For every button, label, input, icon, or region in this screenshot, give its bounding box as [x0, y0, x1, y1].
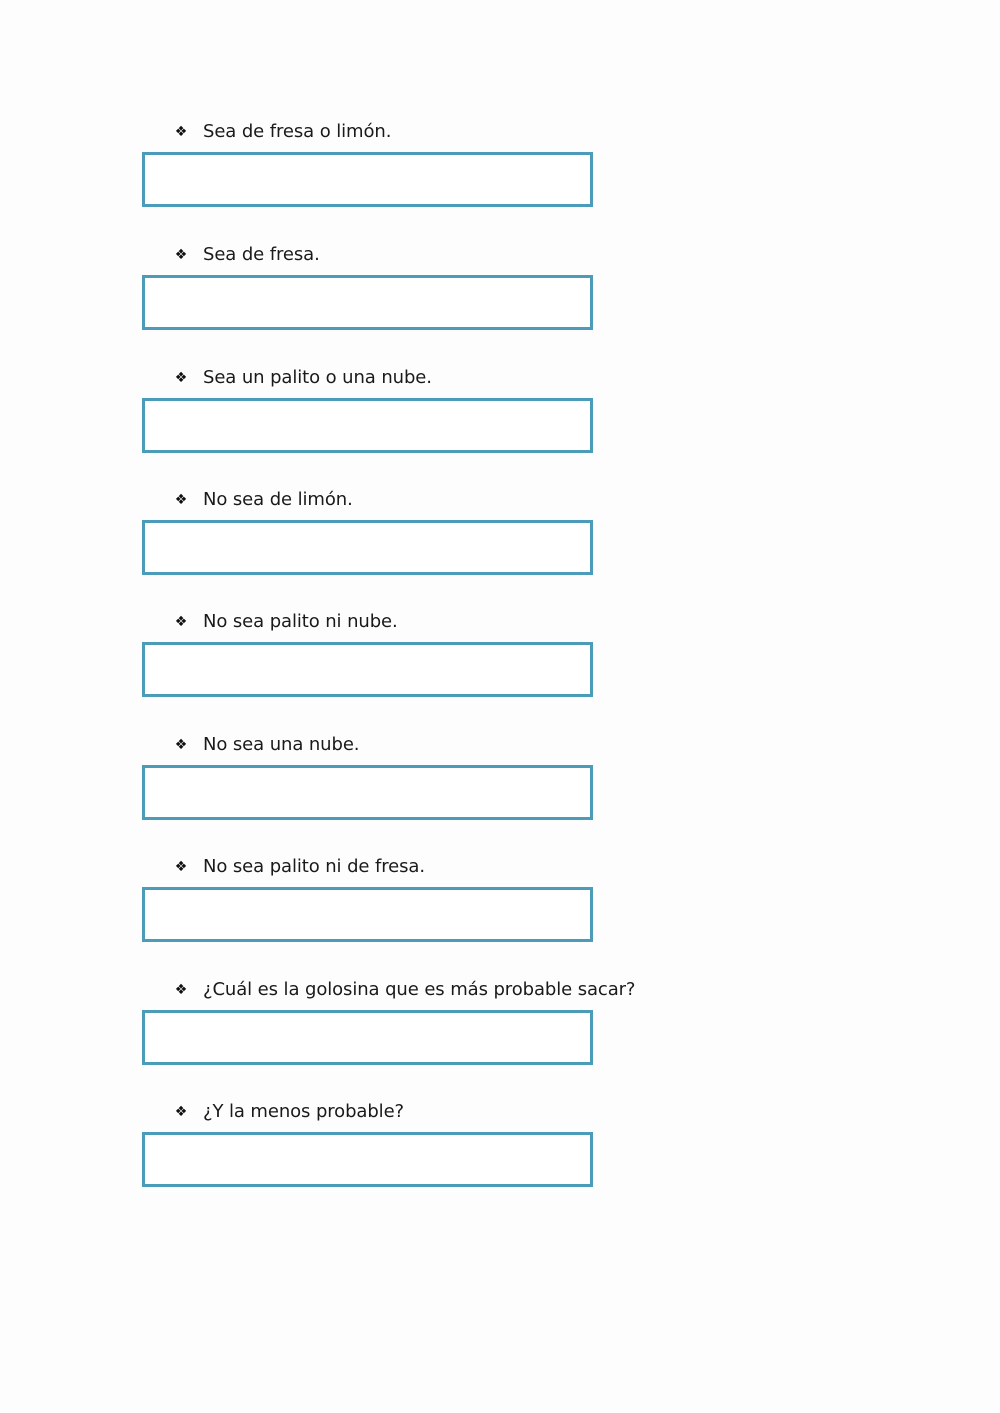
question-text: No sea de limón. — [203, 489, 353, 510]
diamond-bullet-icon: ❖ — [174, 124, 188, 140]
answer-box-5[interactable] — [142, 642, 593, 697]
diamond-bullet-icon: ❖ — [174, 737, 188, 753]
question-text: ¿Y la menos probable? — [203, 1101, 405, 1122]
answer-box-1[interactable] — [142, 152, 593, 207]
answer-box-4[interactable] — [142, 520, 593, 575]
answer-box-2[interactable] — [142, 275, 593, 330]
answer-box-8[interactable] — [142, 1010, 593, 1065]
question-text: Sea de fresa. — [203, 244, 320, 265]
question-item-4 — [0, 487, 1000, 610]
question-5 — [173, 609, 398, 635]
question-item-5 — [0, 609, 1000, 732]
question-6 — [173, 732, 359, 758]
question-item-2 — [0, 242, 1000, 365]
question-item-1 — [0, 119, 1000, 242]
diamond-bullet-icon: ❖ — [174, 982, 188, 998]
answer-box-6[interactable] — [142, 765, 593, 820]
question-8 — [173, 977, 635, 1003]
question-text: No sea palito ni de fresa. — [203, 856, 425, 877]
answer-box-3[interactable] — [142, 398, 593, 453]
question-1 — [173, 119, 391, 145]
question-4 — [173, 487, 353, 513]
question-item-6 — [0, 732, 1000, 855]
question-3 — [173, 365, 432, 391]
question-text: ¿Cuál es la golosina que es más probable sacar? — [203, 979, 636, 1000]
question-item-3 — [0, 365, 1000, 488]
question-9 — [173, 1099, 404, 1125]
diamond-bullet-icon: ❖ — [174, 614, 188, 630]
question-text: Sea de fresa o limón. — [203, 121, 392, 142]
question-2 — [173, 242, 320, 268]
question-text: No sea palito ni nube. — [203, 611, 398, 632]
question-item-8 — [0, 977, 1000, 1100]
diamond-bullet-icon: ❖ — [174, 492, 188, 508]
question-item-7 — [0, 854, 1000, 977]
answer-box-9[interactable] — [142, 1132, 593, 1187]
question-text: Sea un palito o una nube. — [203, 367, 432, 388]
diamond-bullet-icon: ❖ — [174, 370, 188, 386]
diamond-bullet-icon: ❖ — [174, 1104, 188, 1120]
diamond-bullet-icon: ❖ — [174, 247, 188, 263]
answer-box-7[interactable] — [142, 887, 593, 942]
question-7 — [173, 854, 425, 880]
question-item-9 — [0, 1099, 1000, 1222]
diamond-bullet-icon: ❖ — [174, 859, 188, 875]
question-text: No sea una nube. — [203, 734, 360, 755]
